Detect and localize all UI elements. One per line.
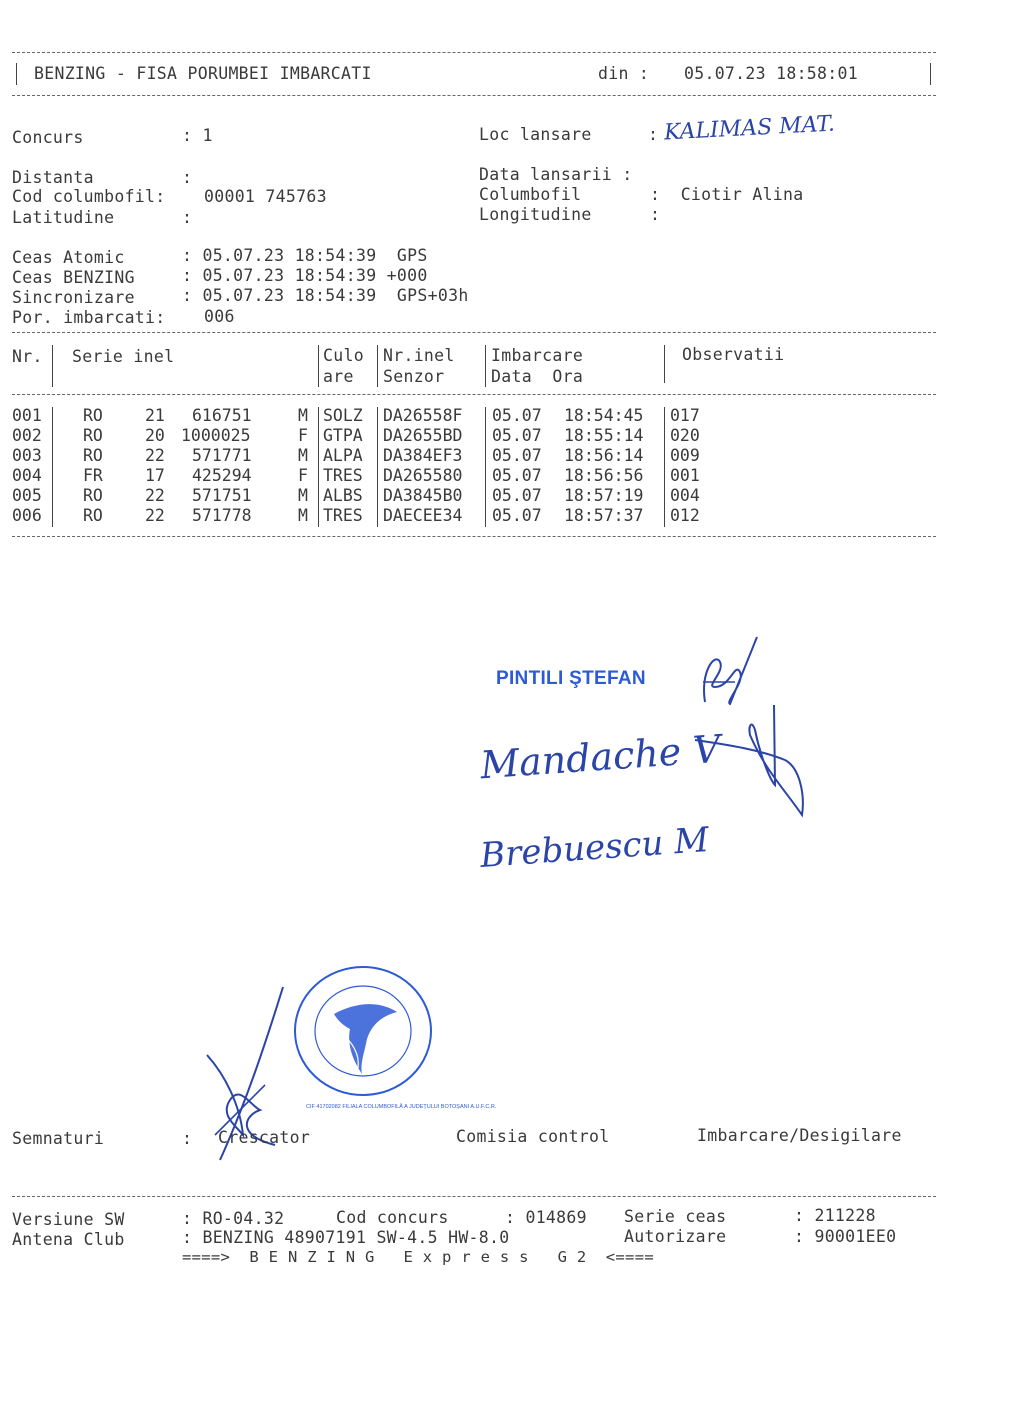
row-sensor: DA384EF3	[383, 446, 463, 465]
concurs-label: Concurs	[12, 128, 84, 147]
imbarcare-desigilare-label: Imbarcare/Desigilare	[697, 1126, 902, 1145]
th-sep-1	[52, 345, 53, 387]
row-time: 18:55:14	[564, 426, 644, 445]
row-year: 17	[145, 466, 165, 485]
sincronizare-label: Sincronizare	[12, 288, 135, 307]
handwritten-brebuescu: Brebuescu M	[478, 820, 711, 876]
por-imbarcati-value: 006	[204, 307, 235, 326]
th-nrinel-2: Senzor	[383, 367, 445, 386]
row-color: TRES	[323, 506, 363, 525]
row-ring: 425294	[192, 466, 252, 485]
th-nr: Nr.	[12, 347, 43, 366]
row-date: 05.07	[492, 426, 542, 445]
loc-lansare-label: Loc lansare	[479, 125, 592, 144]
row-sex: M	[298, 406, 308, 425]
row-separator	[52, 507, 53, 527]
row-year: 21	[145, 406, 165, 425]
crescator-label: Crescator	[218, 1128, 311, 1147]
th-sep-4	[485, 345, 486, 387]
longitudine-sep: :	[650, 205, 661, 224]
row-nr: 002	[12, 426, 42, 445]
row-separator	[318, 447, 319, 467]
row-separator	[52, 487, 53, 507]
cod-concurs-value: : 014869	[505, 1208, 587, 1227]
row-sensor: DA26558F	[383, 406, 463, 425]
row-separator	[52, 427, 53, 447]
data-lansarii-label: Data lansarii :	[479, 165, 633, 184]
columbofil-value: : Ciotir Alina	[650, 185, 804, 204]
antena-value: : BENZING 48907191 SW-4.5 HW-8.0	[182, 1228, 510, 1247]
th-nrinel-1: Nr.inel	[383, 346, 455, 365]
distanta-label: Distanta	[12, 168, 94, 187]
th-observatii: Observatii	[682, 345, 785, 364]
table-bottom-rule	[12, 536, 936, 537]
row-country: RO	[83, 486, 103, 505]
row-nr: 005	[12, 486, 42, 505]
row-color: GTPA	[323, 426, 363, 445]
row-sensor: DA2655BD	[383, 426, 463, 445]
row-separator	[318, 467, 319, 487]
cod-concurs-label: Cod concurs	[336, 1208, 449, 1227]
comisia-label: Comisia control	[456, 1127, 610, 1146]
ceas-benzing-value: : 05.07.23 18:54:39 +000	[182, 266, 428, 285]
footer-rule	[12, 1196, 936, 1197]
row-sex: M	[298, 486, 308, 505]
row-separator	[318, 487, 319, 507]
row-nr: 003	[12, 446, 42, 465]
row-separator	[318, 507, 319, 527]
autorizare-value: : 90001EE0	[794, 1227, 897, 1246]
row-separator	[377, 427, 378, 447]
ceas-benzing-label: Ceas BENZING	[12, 268, 135, 287]
row-date: 05.07	[492, 506, 542, 525]
row-separator	[377, 467, 378, 487]
por-imbarcati-label: Por. imbarcati:	[12, 308, 166, 327]
th-imbarcare-2: Data Ora	[491, 367, 584, 386]
row-separator	[485, 447, 486, 467]
row-ring: 571778	[192, 506, 252, 525]
row-country: RO	[83, 446, 103, 465]
row-nr: 006	[12, 506, 42, 525]
loc-lansare-handwritten: KALIMAS MAT.	[663, 111, 836, 146]
row-sensor: DA265580	[383, 466, 463, 485]
row-separator	[52, 467, 53, 487]
header-left-bar	[16, 63, 17, 85]
row-date: 05.07	[492, 446, 542, 465]
row-separator	[485, 487, 486, 507]
th-culo-2: are	[323, 367, 354, 386]
loc-lansare-sep: :	[648, 125, 659, 144]
row-sex: F	[298, 466, 308, 485]
official-seal	[292, 964, 434, 1098]
serie-ceas-value: : 211228	[794, 1206, 876, 1225]
sincronizare-value: : 05.07.23 18:54:39 GPS+03h	[182, 286, 469, 305]
handwritten-mandache: Mandache V	[478, 726, 723, 788]
row-time: 18:57:37	[564, 506, 644, 525]
din-label: din :	[598, 64, 650, 83]
longitudine-label: Longitudine	[479, 205, 592, 224]
latitudine-label: Latitudine	[12, 208, 115, 227]
row-obs: 004	[670, 486, 700, 505]
row-year: 22	[145, 446, 165, 465]
row-obs: 001	[670, 466, 700, 485]
seal-text: CIF 41702082 FILIALA COLUMBOFILĂ A JUDEȚULUI BOTOȘANI A.U.F.C.R.	[306, 1104, 497, 1110]
row-separator	[377, 507, 378, 527]
row-obs: 012	[670, 506, 700, 525]
signature-mandache	[690, 700, 820, 825]
benzing-banner: ====> B E N Z I N G E x p r e s s G 2 <====	[182, 1248, 654, 1266]
top-rule	[12, 52, 936, 53]
row-ring: 616751	[192, 406, 252, 425]
row-ring: 571771	[192, 446, 252, 465]
table-top-rule	[12, 332, 936, 333]
cod-columbofil-value: 00001 745763	[204, 187, 327, 206]
row-country: RO	[83, 506, 103, 525]
th-sep-2	[318, 345, 319, 387]
antena-label: Antena Club	[12, 1230, 125, 1249]
row-obs: 017	[670, 406, 700, 425]
row-sensor: DAECEE34	[383, 506, 463, 525]
row-separator	[664, 447, 665, 467]
row-separator	[485, 427, 486, 447]
ceas-atomic-value: : 05.07.23 18:54:39 GPS	[182, 246, 428, 265]
distanta-sep: :	[182, 168, 193, 187]
th-sep-3	[377, 345, 378, 387]
row-time: 18:57:19	[564, 486, 644, 505]
serie-ceas-label: Serie ceas	[624, 1207, 727, 1226]
row-obs: 020	[670, 426, 700, 445]
row-separator	[664, 467, 665, 487]
row-color: SOLZ	[323, 406, 363, 425]
row-country: RO	[83, 426, 103, 445]
row-separator	[485, 507, 486, 527]
row-separator	[318, 407, 319, 427]
row-country: RO	[83, 406, 103, 425]
row-sensor: DA3845B0	[383, 486, 463, 505]
row-ring: 571751	[192, 486, 252, 505]
row-separator	[52, 447, 53, 467]
row-color: ALBS	[323, 486, 363, 505]
table-header-rule	[12, 394, 936, 395]
concurs-value: : 1	[182, 126, 213, 145]
row-nr: 001	[12, 406, 42, 425]
header-right-bar	[930, 63, 931, 85]
row-nr: 004	[12, 466, 42, 485]
th-culo-1: Culo	[323, 346, 364, 365]
row-separator	[664, 487, 665, 507]
row-separator	[664, 407, 665, 427]
row-sex: M	[298, 446, 308, 465]
latitudine-sep: :	[182, 208, 193, 227]
versiune-label: Versiune SW	[12, 1210, 125, 1229]
row-date: 05.07	[492, 466, 542, 485]
row-year: 22	[145, 486, 165, 505]
row-year: 22	[145, 506, 165, 525]
row-date: 05.07	[492, 486, 542, 505]
row-year: 20	[145, 426, 165, 445]
row-date: 05.07	[492, 406, 542, 425]
row-time: 18:56:14	[564, 446, 644, 465]
row-time: 18:54:45	[564, 406, 644, 425]
ceas-atomic-label: Ceas Atomic	[12, 248, 125, 267]
row-obs: 009	[670, 446, 700, 465]
th-sep-5	[664, 345, 665, 383]
row-separator	[377, 407, 378, 427]
row-sex: M	[298, 506, 308, 525]
versiune-value: : RO-04.32	[182, 1209, 285, 1228]
header-rule	[12, 95, 936, 96]
row-separator	[318, 427, 319, 447]
stamp-name: PINTILI ŞTEFAN	[496, 668, 646, 689]
cod-columbofil-label: Cod columbofil:	[12, 187, 166, 206]
semnaturi-sep: :	[182, 1129, 193, 1148]
row-separator	[377, 487, 378, 507]
row-separator	[485, 467, 486, 487]
row-color: ALPA	[323, 446, 363, 465]
columbofil-label: Columbofil	[479, 185, 582, 204]
th-imbarcare-1: Imbarcare	[491, 346, 584, 365]
row-separator	[485, 407, 486, 427]
row-color: TRES	[323, 466, 363, 485]
row-sex: F	[298, 426, 308, 445]
row-separator	[377, 447, 378, 467]
row-separator	[52, 407, 53, 427]
semnaturi-label: Semnaturi	[12, 1129, 105, 1148]
row-country: FR	[83, 466, 103, 485]
row-separator	[664, 427, 665, 447]
row-time: 18:56:56	[564, 466, 644, 485]
th-serie: Serie inel	[72, 347, 175, 366]
autorizare-label: Autorizare	[624, 1227, 727, 1246]
row-separator	[664, 507, 665, 527]
din-value: 05.07.23 18:58:01	[684, 64, 858, 83]
document-title: BENZING - FISA PORUMBEI IMBARCATI	[34, 64, 372, 83]
row-ring: 1000025	[181, 426, 251, 445]
